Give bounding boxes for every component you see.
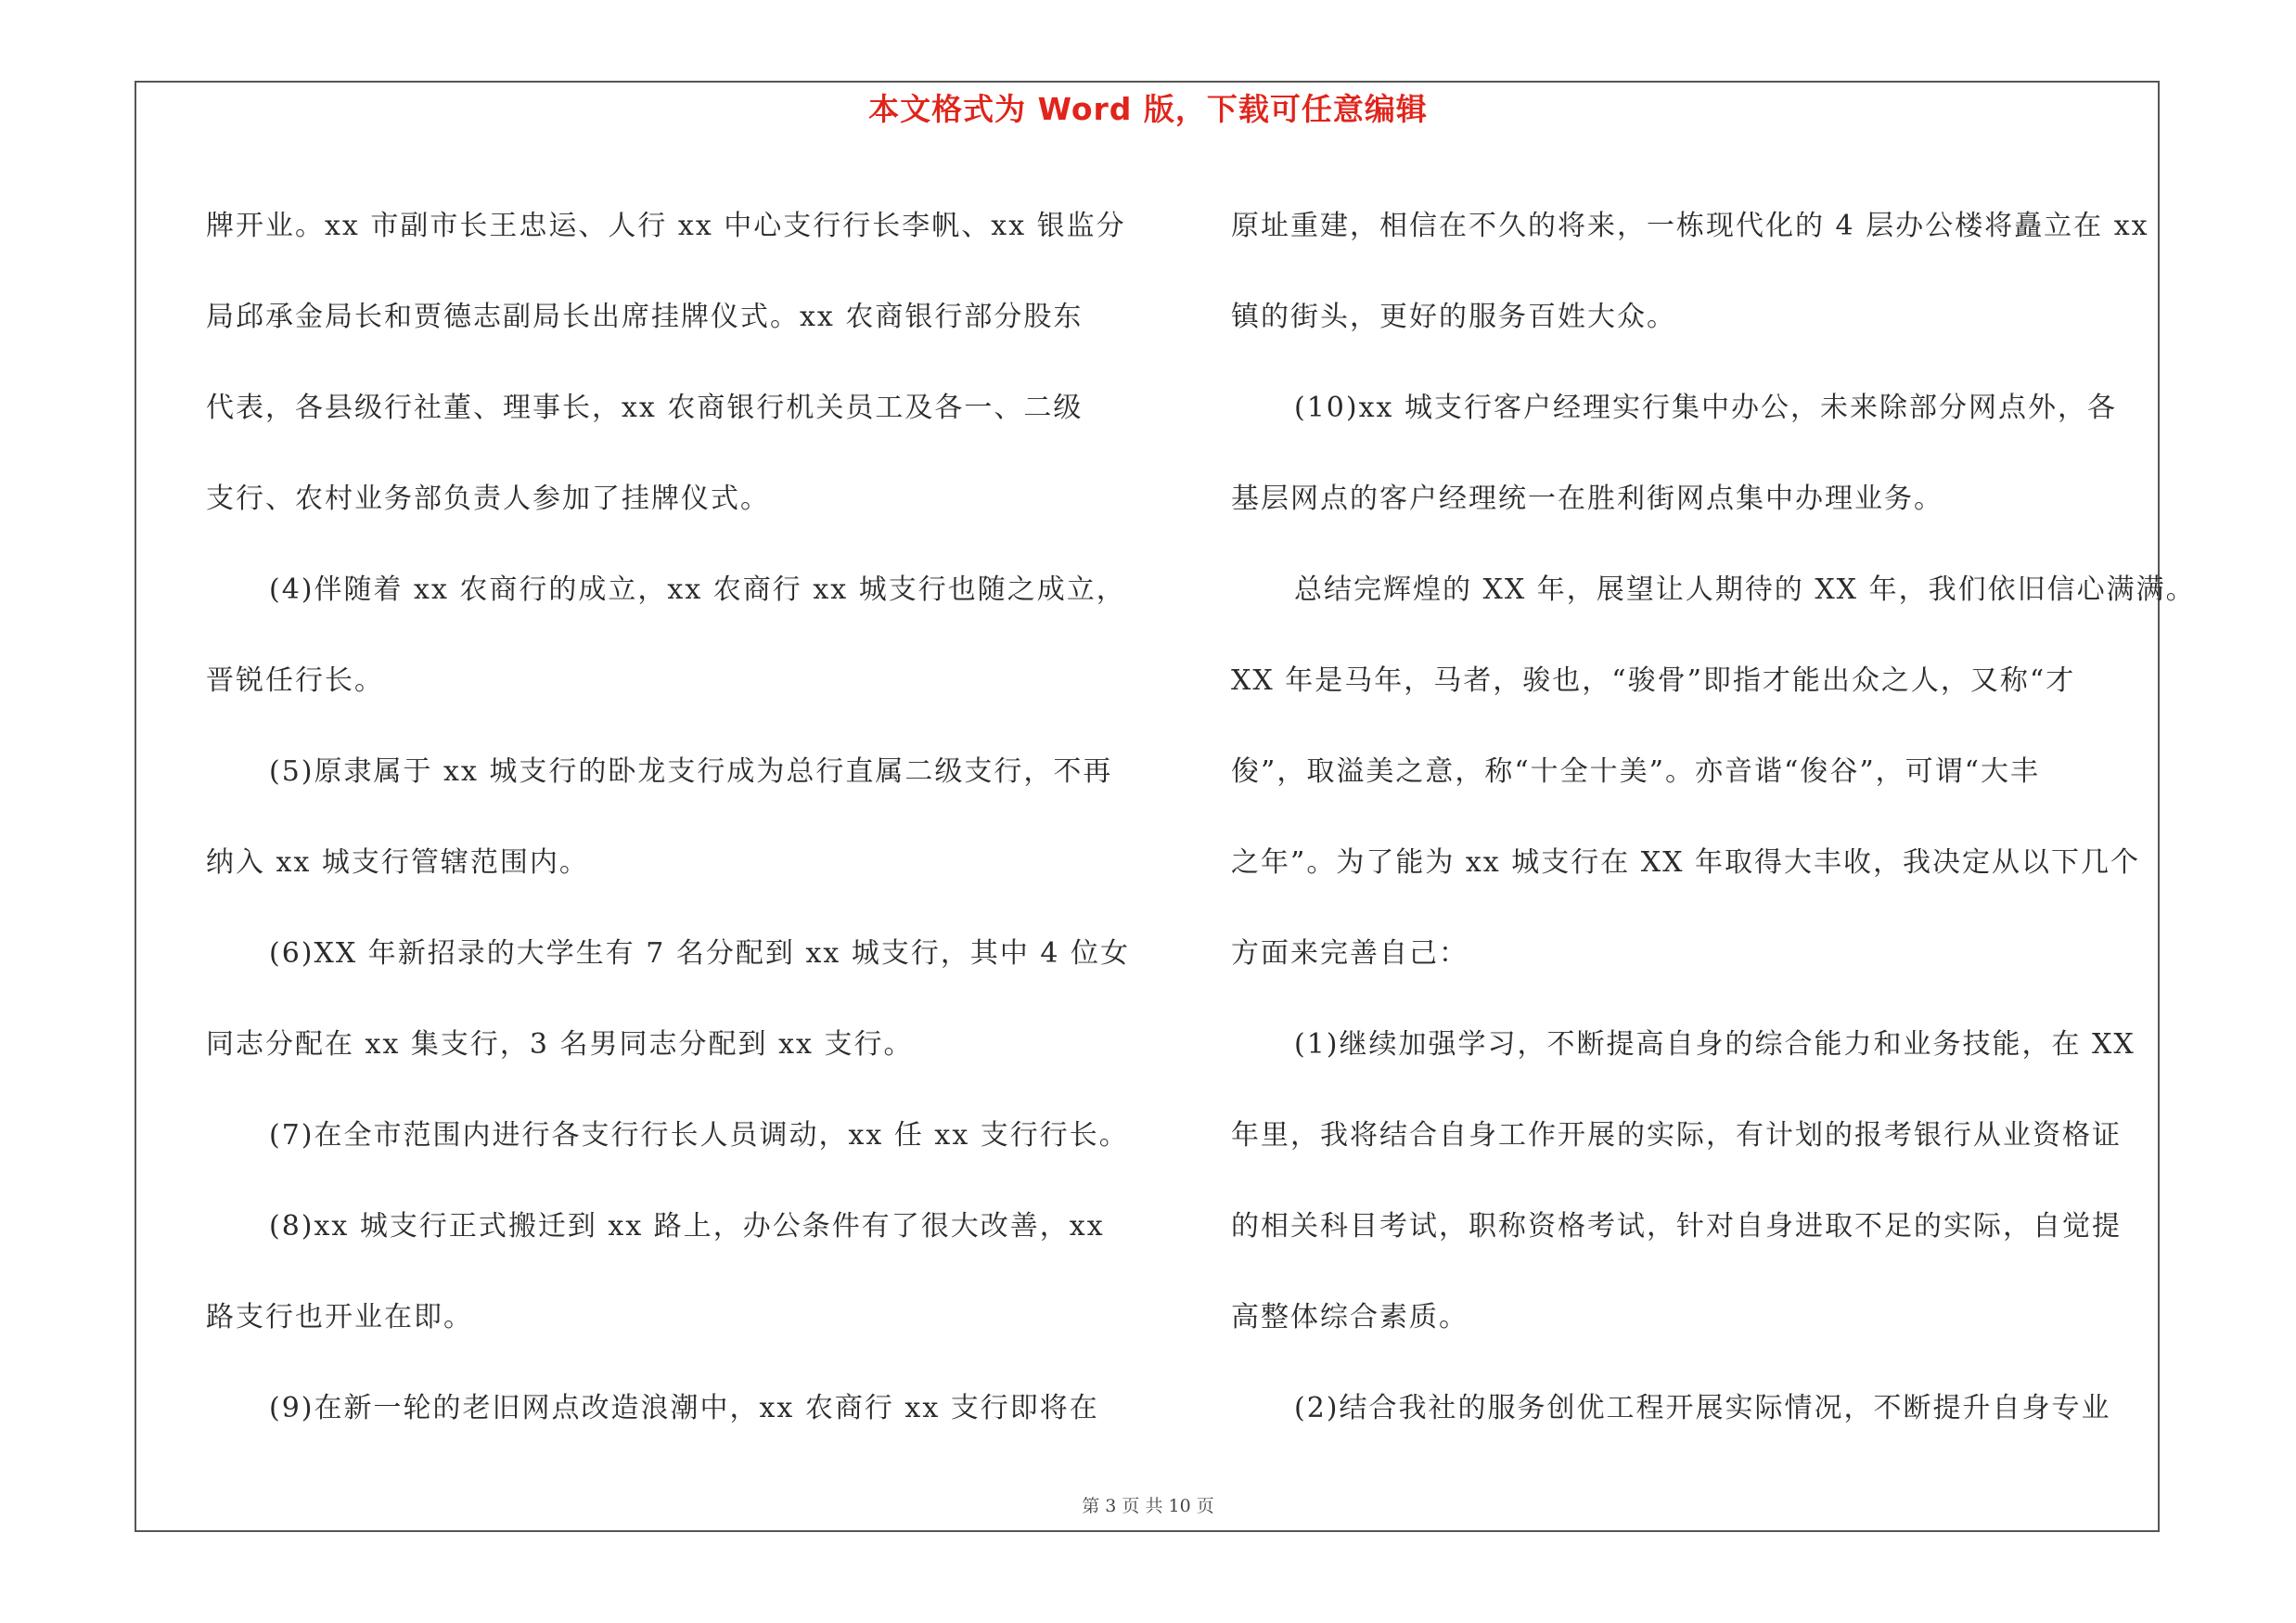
text-line: 牌开业。xx 市副市长王忠运、人行 xx 中心支行行长李帆、xx 银监分 (206, 210, 1126, 242)
text-line: 代表，各县级行社董、理事长，xx 农商银行机关员工及各一、二级 (206, 392, 1084, 424)
text-line: 高整体综合素质。 (1231, 1301, 1469, 1333)
right-column (1231, 181, 2196, 1454)
text-line: (4)伴随着 xx 农商行的成立，xx 农商行 xx 城支行也随之成立， (269, 573, 1126, 606)
text-line: 镇的街头，更好的服务百姓大众。 (1231, 301, 1676, 333)
text-line: 路支行也开业在即。 (206, 1301, 473, 1333)
page-footer: 第 3 页 共 10 页 (1082, 1496, 1214, 1516)
text-line: 方面来完善自己： (1231, 937, 1469, 970)
text-line: (2)结合我社的服务创优工程开展实际情况，不断提升自身专业 (1294, 1392, 2111, 1424)
header-note: 本文格式为 Word 版，下载可任意编辑 (868, 91, 1428, 127)
text-line: 同志分配在 xx 集支行，3 名男同志分配到 xx 支行。 (206, 1028, 914, 1061)
text-line: 总结完辉煌的 XX 年，展望让人期待的 XX 年，我们依旧信心满满。 (1294, 573, 2196, 606)
text-line: 纳入 xx 城支行管辖范围内。 (206, 846, 589, 879)
text-line: (7)在全市范围内进行各支行行长人员调动，xx 任 xx 支行行长。 (269, 1119, 1129, 1152)
left-column (206, 181, 1134, 1454)
text-line: 之年”。为了能为 xx 城支行在 XX 年取得大丰收，我决定从以下几个 (1231, 846, 2141, 879)
text-line: 年里，我将结合自身工作开展的实际，有计划的报考银行从业资格证 (1231, 1119, 2122, 1152)
text-line: (1)继续加强学习，不断提高自身的综合能力和业务技能，在 XX (1294, 1028, 2136, 1061)
text-line: 俊”，取溢美之意，称“十全十美”。亦音谐“俊谷”，可谓“大丰 (1231, 755, 2041, 788)
text-line: 支行、农村业务部负责人参加了挂牌仪式。 (206, 483, 770, 515)
text-line: 的相关科目考试，职称资格考试，针对自身进取不足的实际，自觉提 (1231, 1210, 2122, 1243)
text-line: 局邱承金局长和贾德志副局长出席挂牌仪式。xx 农商银行部分股东 (206, 301, 1084, 333)
text-line: 晋锐任行长。 (206, 664, 384, 697)
text-line: 原址重建，相信在不久的将来，一栋现代化的 4 层办公楼将矗立在 xx (1231, 210, 2149, 242)
text-line: 基层网点的客户经理统一在胜利街网点集中办理业务。 (1231, 483, 1943, 515)
text-line: (9)在新一轮的老旧网点改造浪潮中，xx 农商行 xx 支行即将在 (269, 1392, 1099, 1424)
text-line: (10)xx 城支行客户经理实行集中办公，未来除部分网点外，各 (1294, 392, 2117, 424)
text-line: XX 年是马年，马者，骏也，“骏骨”即指才能出众之人，又称“才 (1231, 664, 2076, 697)
text-line: (8)xx 城支行正式搬迁到 xx 路上，办公条件有了很大改善，xx (269, 1210, 1105, 1243)
text-line: (5)原隶属于 xx 城支行的卧龙支行成为总行直属二级支行，不再 (269, 755, 1113, 788)
text-line: (6)XX 年新招录的大学生有 7 名分配到 xx 城支行，其中 4 位女 (269, 937, 1130, 970)
